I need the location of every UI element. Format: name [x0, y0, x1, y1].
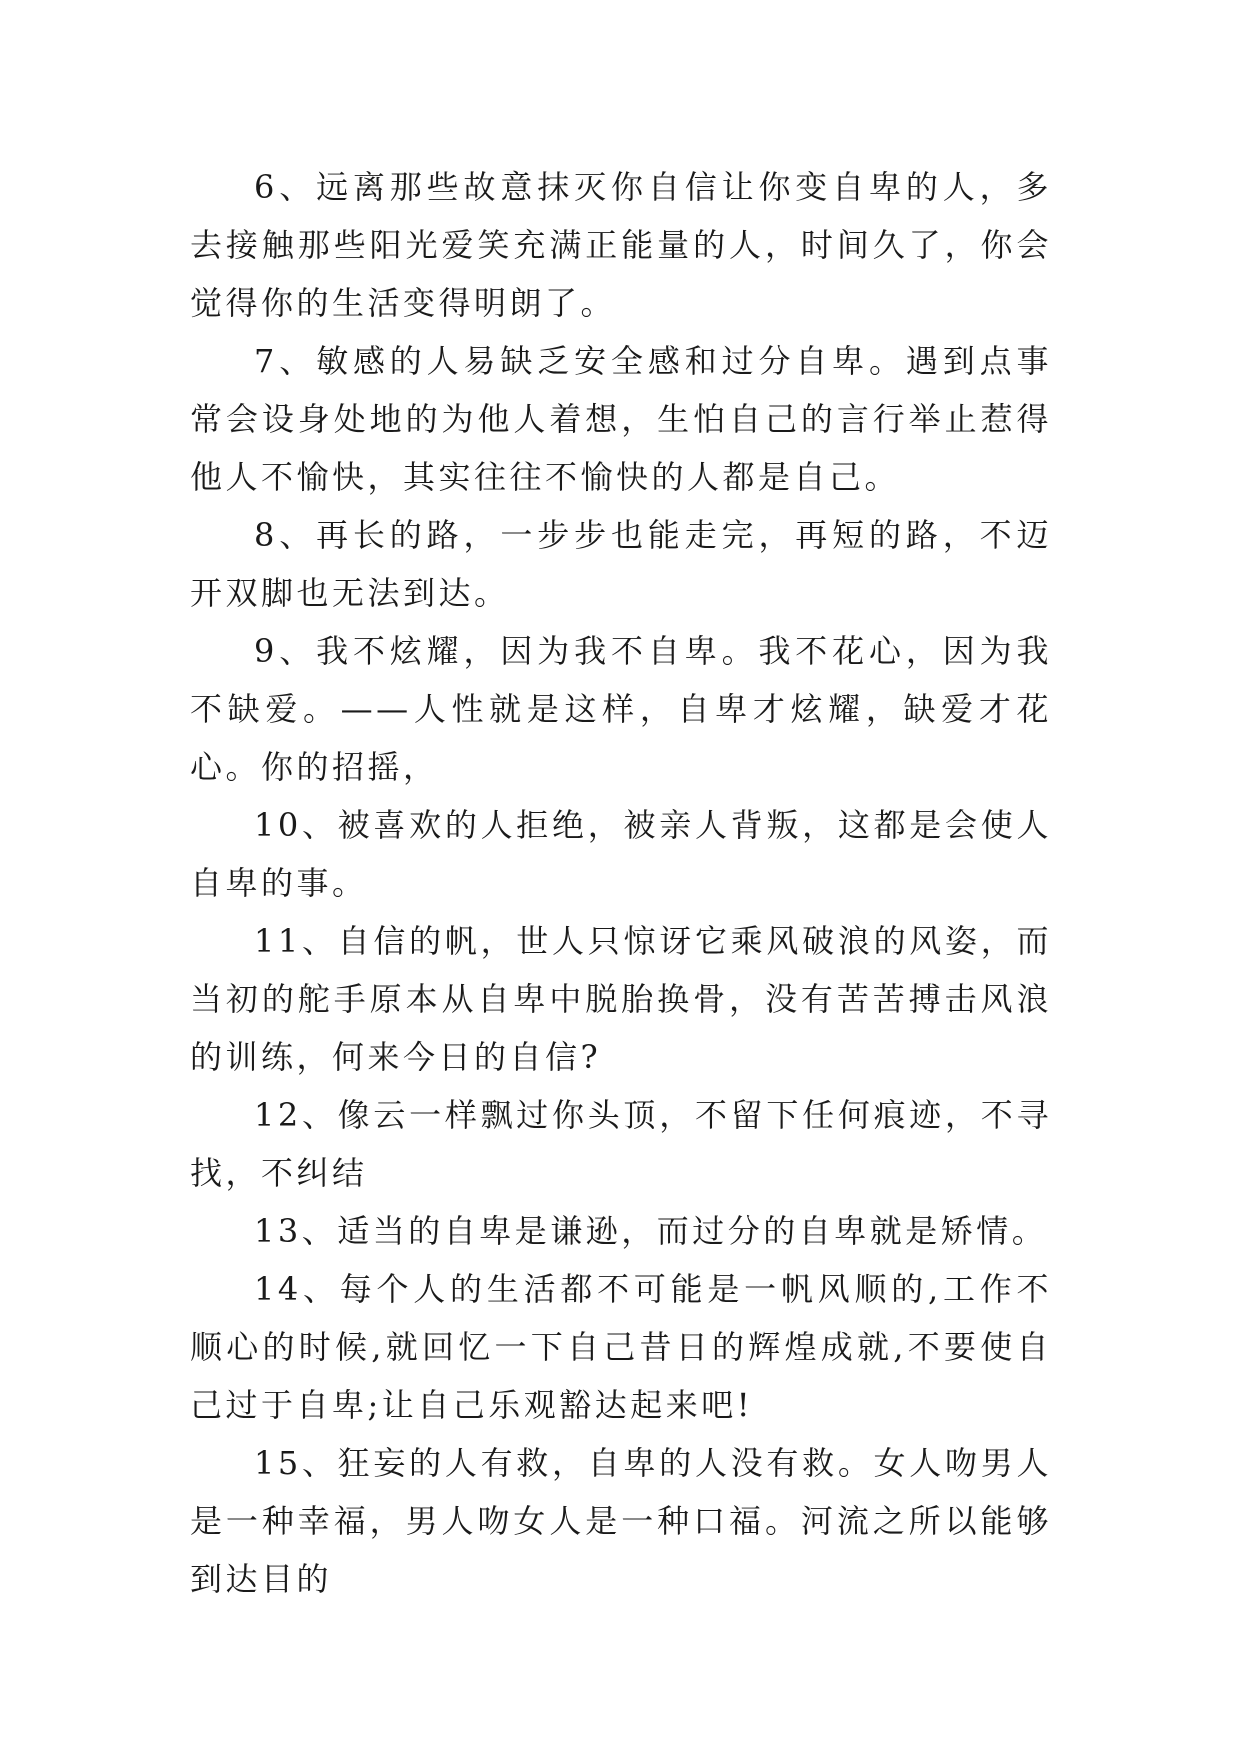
- paragraph-14: 14、每个人的生活都不可能是一帆风顺的,工作不顺心的时候,就回忆一下自己昔日的辉煌成就,不要使自己过于自卑;让自己乐观豁达起来吧!: [190, 1270, 1052, 1424]
- paragraph-10: 10、被喜欢的人拒绝，被亲人背叛，这都是会使人自卑的事。: [190, 806, 1052, 902]
- paragraph-11: 11、自信的帆，世人只惊讶它乘风破浪的风姿，而当初的舵手原本从自卑中脱胎换骨，没有苦苦搏击风浪的训练，何来今日的自信?: [190, 922, 1052, 1076]
- paragraph-7: 7、敏感的人易缺乏安全感和过分自卑。遇到点事常会设身处地的为他人着想，生怕自己的言行举止惹得他人不愉快，其实往往不愉快的人都是自己。: [190, 342, 1052, 496]
- paragraph-9: 9、我不炫耀，因为我不自卑。我不花心，因为我不缺爱。——人性就是这样，自卑才炫耀，缺爱才花心。你的招摇，: [190, 632, 1052, 786]
- paragraph-8: 8、再长的路，一步步也能走完，再短的路，不迈开双脚也无法到达。: [190, 516, 1052, 612]
- paragraph-15: 15、狂妄的人有救，自卑的人没有救。女人吻男人是一种幸福，男人吻女人是一种口福。河流之所以能够到达目的: [190, 1444, 1052, 1598]
- document-body: [190, 158, 1052, 1608]
- paragraph-13: 13、适当的自卑是谦逊，而过分的自卑就是矫情。: [254, 1212, 1048, 1250]
- paragraph-6: 6、远离那些故意抹灭你自信让你变自卑的人，多去接触那些阳光爱笑充满正能量的人，时间久了，你会觉得你的生活变得明朗了。: [190, 168, 1052, 322]
- paragraph-12: 12、像云一样飘过你头顶，不留下任何痕迹，不寻找，不纠结: [190, 1096, 1052, 1192]
